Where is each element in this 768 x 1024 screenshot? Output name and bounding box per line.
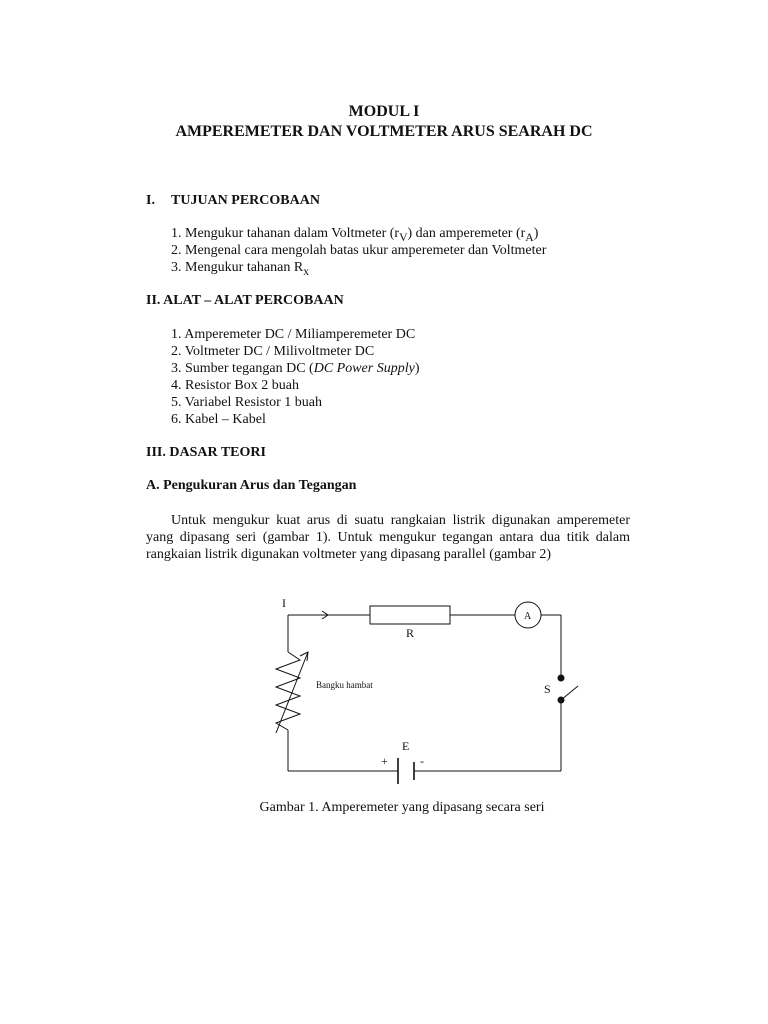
switch-label: S (544, 682, 551, 696)
section-3-subheading: A. Pengukuran Arus dan Tegangan (146, 478, 357, 493)
figure-caption: Gambar 1. Amperemeter yang dipasang secara seri (259, 800, 545, 815)
section-3-heading: III. DASAR TEORI (146, 445, 266, 460)
rheostat-zigzag (276, 652, 300, 730)
battery-plus-label: + (381, 754, 388, 768)
equipment-item-5: 5. Variabel Resistor 1 buah (171, 395, 322, 410)
rheostat-label: Bangku hambat (316, 680, 373, 690)
objective-item-3: 3. Mengukur tahanan $R_x$ (171, 260, 310, 278)
rheostat-arrow-head (300, 652, 308, 661)
switch-contact-bottom (558, 697, 564, 703)
battery-label: E (402, 739, 410, 753)
ammeter-label: A (524, 611, 532, 622)
resistor-label: R (406, 626, 415, 640)
equipment-item-6: 6. Kabel – Kabel (171, 412, 266, 427)
battery-minus-label: - (420, 754, 424, 768)
objective-item-2: 2. Mengenal cara mengolah batas ukur amperemeter dan Voltmeter (171, 243, 547, 258)
module-title: MODUL I (348, 103, 420, 120)
section-1-number: I. (146, 193, 155, 208)
paragraph-line-2: yang dipasang seri (gambar 1). Untuk mengukur tegangan antara dua titik dalam (146, 530, 630, 545)
resistor-box (370, 606, 450, 624)
switch-contact-top (558, 675, 564, 681)
objective-item-1: 1. Mengukur tahanan dalam Voltmeter $(r_V)$ dan amperemeter $(r_A)$ (171, 226, 539, 244)
circuit-diagram (260, 590, 580, 800)
paragraph-line-1: Untuk mengukur kuat arus di suatu rangkaian listrik digunakan amperemeter (171, 513, 630, 528)
section-1-heading: TUJUAN PERCOBAAN (171, 193, 320, 208)
equipment-item-4: 4. Resistor Box 2 buah (171, 378, 299, 393)
equipment-item-3: 3. Sumber tegangan DC (DC Power Supply) (171, 361, 420, 376)
paragraph-line-3: rangkaian listrik digunakan voltmeter yang dipasang parallel (gambar 2) (146, 547, 552, 562)
section-2-heading: II. ALAT – ALAT PERCOBAAN (146, 293, 344, 308)
equipment-item-2: 2. Voltmeter DC / Milivoltmeter DC (171, 344, 375, 359)
current-label: I (282, 596, 286, 610)
rheostat-arrow-shaft (276, 652, 308, 733)
equipment-item-1: 1. Amperemeter DC / Miliamperemeter DC (171, 327, 416, 342)
module-subtitle: AMPEREMETER DAN VOLTMETER ARUS SEARAH DC (175, 123, 593, 140)
